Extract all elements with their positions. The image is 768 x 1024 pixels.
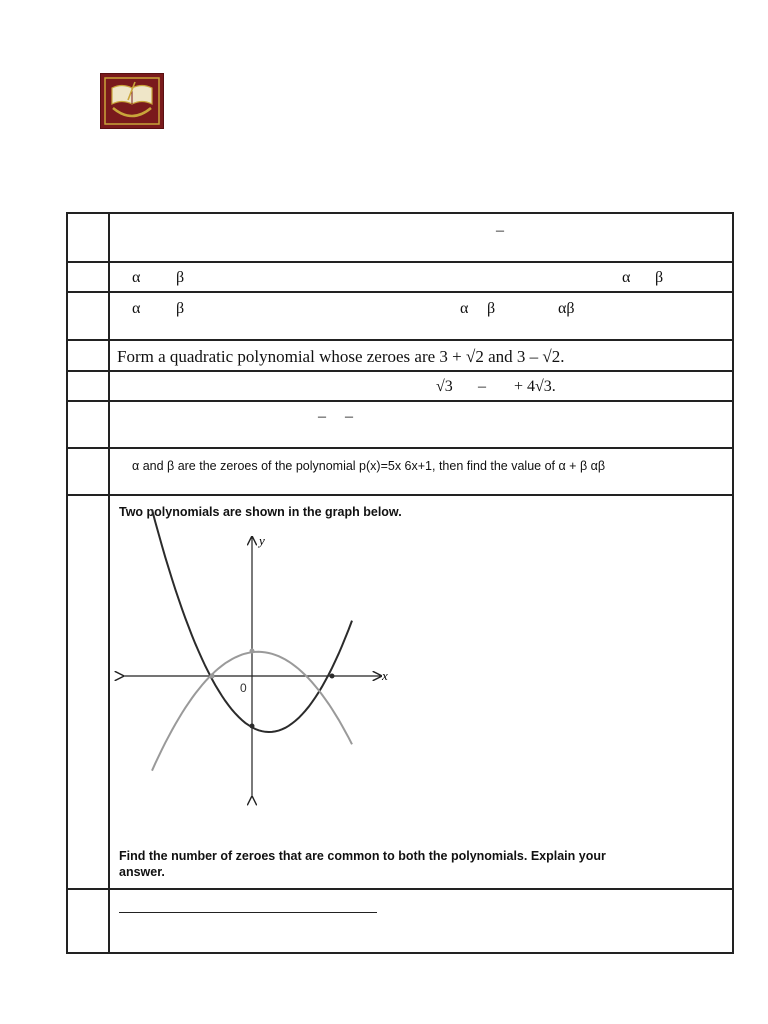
question-text: α and β are the zeroes of the polynomial p(x)=5x 6x+1, then find the value of α + β αβ [132,459,606,473]
question-number-cell [67,401,109,448]
beta-symbol: β [176,300,185,317]
question-text-cell [109,262,733,292]
beta-symbol: β [176,269,185,286]
question-number-cell [67,292,109,340]
curve-point [250,724,255,729]
question-number-cell [67,495,109,889]
question-row-3 [67,292,733,340]
question-text-cell [109,213,733,262]
curve-point [250,649,255,654]
question-number-cell [67,213,109,262]
school-crest-icon [101,74,163,128]
alpha-beta-symbol: αβ [558,300,575,317]
dash-glyph: – [496,222,504,239]
dash-glyph: – [345,408,353,425]
question-text-cell [109,889,733,953]
question-number-cell [67,889,109,953]
question-number-cell [67,371,109,401]
question-number-cell [67,262,109,292]
graph-question-line-2: answer. [119,865,165,879]
question-text-cell [109,340,733,371]
question-text-cell [109,292,733,340]
y-axis-label: y [259,533,265,548]
alpha-symbol: α [460,300,469,317]
question-text-cell [109,371,733,401]
question-row-9 [67,889,733,953]
curve-point [210,674,215,679]
graph-question-line-1: Find the number of zeroes that are common to both the polynomials. Explain your [119,849,606,863]
answer-underline [119,912,377,913]
alpha-symbol: α [132,300,141,317]
beta-symbol: β [655,269,664,286]
beta-symbol: β [487,300,496,317]
question-row-5 [67,371,733,401]
question-number-cell [67,340,109,371]
alpha-symbol: α [622,269,631,286]
alpha-symbol: α [132,269,141,286]
question-text: Form a quadratic polynomial whose zeroes are 3 + √2 and 3 – √2. [117,347,565,366]
question-row-1 [67,213,733,262]
curve-point [330,674,335,679]
origin-label: 0 [240,681,247,695]
question-row-7 [67,448,733,495]
dash-glyph: – [478,378,486,395]
question-row-2 [67,262,733,292]
plus-four-sqrt-three-text: + 4√3. [514,378,556,395]
question-row-8 [67,495,733,889]
question-text-cell [109,448,733,495]
school-crest-logo [100,73,164,129]
sqrt-three-text: √3 [436,378,453,395]
dash-glyph: – [318,408,326,425]
question-row-4 [67,340,733,371]
graph-question-title: Two polynomials are shown in the graph below. [119,505,402,519]
question-table [66,212,734,954]
question-text-cell [109,495,733,889]
question-number-cell [67,448,109,495]
question-row-6 [67,401,733,448]
question-text-cell [109,401,733,448]
x-axis-label: x [382,668,388,683]
polynomial-graph [120,533,400,821]
